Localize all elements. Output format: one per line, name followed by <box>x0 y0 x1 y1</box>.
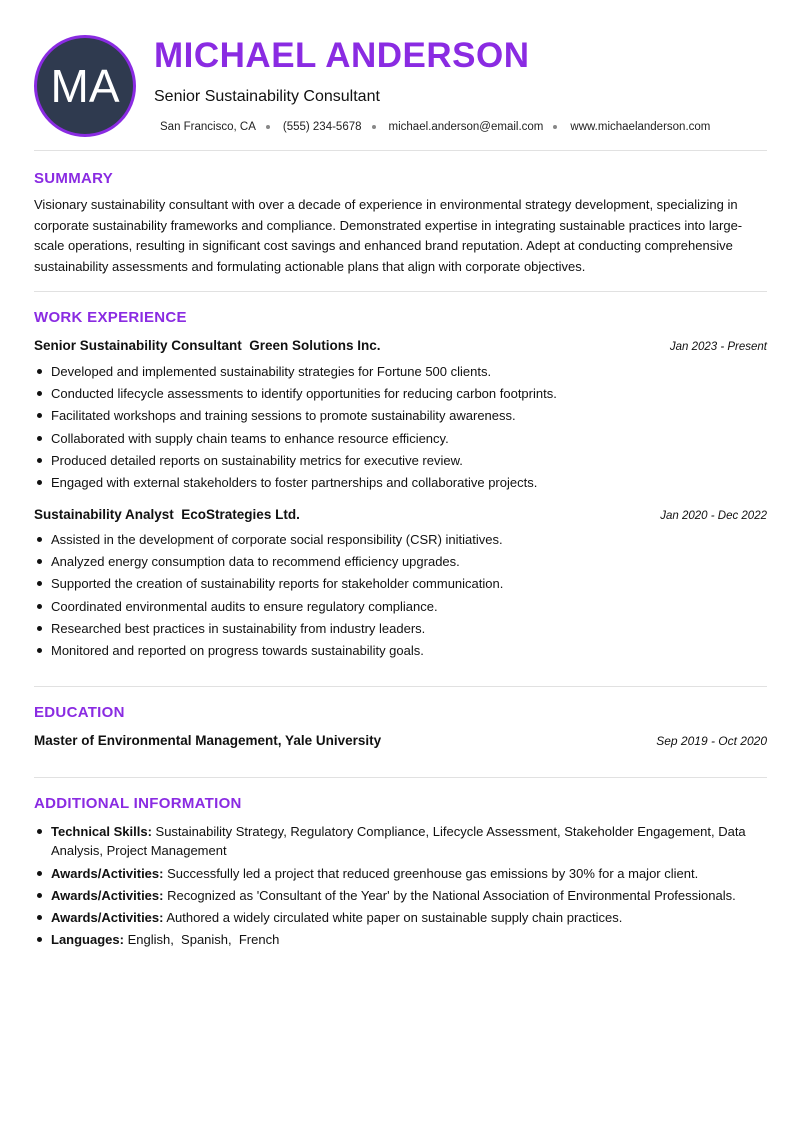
list-item: Engaged with external stakeholders to foster partnerships and collaborative projects. <box>34 473 769 495</box>
summary-heading: SUMMARY <box>34 170 114 187</box>
additional-heading: ADDITIONAL INFORMATION <box>34 795 242 812</box>
item-label: Awards/Activities: <box>51 888 164 903</box>
job-dates: Jan 2020 - Dec 2022 <box>660 510 767 522</box>
list-item <box>34 864 769 883</box>
item-text: English, Spanish, French <box>123 932 280 947</box>
education-dates: Sep 2019 - Oct 2020 <box>656 734 767 748</box>
contact-phone[interactable]: (555) 234-5678 <box>282 121 362 133</box>
contact-bar <box>160 121 710 133</box>
list-item: Researched best practices in sustainability from industry leaders. <box>34 619 769 641</box>
list-item <box>34 886 769 905</box>
item-label: Technical Skills: <box>51 824 152 839</box>
divider <box>34 150 767 151</box>
avatar <box>34 35 136 137</box>
list-item: Facilitated workshops and training sessions to promote sustainability awareness. <box>34 406 769 428</box>
divider <box>34 291 767 292</box>
education-degree: Master of Environmental Management, Yale University <box>34 733 382 748</box>
item-label: Awards/Activities: <box>51 910 164 925</box>
contact-location: San Francisco, CA <box>160 121 256 133</box>
job-header <box>34 338 767 353</box>
list-item <box>34 930 769 949</box>
list-item <box>34 822 769 860</box>
contact-website[interactable]: www.michaelanderson.com <box>570 121 711 133</box>
contact-email[interactable]: michael.anderson@email.com <box>388 121 544 133</box>
list-item: Produced detailed reports on sustainability metrics for executive review. <box>34 451 769 473</box>
list-item: Coordinated environmental audits to ensure regulatory compliance. <box>34 597 769 619</box>
list-item: Developed and implemented sustainability strategies for Fortune 500 clients. <box>34 362 769 384</box>
separator-dot <box>372 125 376 129</box>
item-label: Languages: <box>51 932 124 947</box>
additional-list <box>34 822 769 952</box>
education-entry <box>34 733 767 748</box>
list-item <box>34 908 769 927</box>
item-text: Sustainability Strategy, Regulatory Compliance, Lifecycle Assessment, Stakeholder Engagement, Data Analysis, Project Management <box>51 824 746 858</box>
separator-dot <box>553 125 557 129</box>
item-text: Successfully led a project that reduced greenhouse gas emissions by 30% for a major client. <box>163 866 699 881</box>
education-heading: EDUCATION <box>34 704 125 721</box>
summary-text: Visionary sustainability consultant with over a decade of experience in environmental strategy development, specializing in corporate sustainability frameworks and compliance. Demonstrated expertise in integrating sustainable practices into large-scale operations, resulting in significant cost savings and enhanced brand reputation. Adept at conducting comprehensive sustainability assessments and formulating actionable plans that align with corporate objectives. <box>34 197 743 274</box>
item-text: Authored a widely circulated white paper on sustainable supply chain practices. <box>163 910 623 925</box>
job-bullets <box>34 530 769 663</box>
separator-dot <box>266 125 270 129</box>
job-header <box>34 507 767 522</box>
divider <box>34 686 767 687</box>
list-item: Collaborated with supply chain teams to enhance resource efficiency. <box>34 429 769 451</box>
list-item: Supported the creation of sustainability reports for stakeholder communication. <box>34 574 769 596</box>
experience-heading: WORK EXPERIENCE <box>34 309 187 326</box>
item-text: Recognized as 'Consultant of the Year' by the National Association of Environmental Professionals. <box>163 888 736 903</box>
list-item: Assisted in the development of corporate social responsibility (CSR) initiatives. <box>34 530 769 552</box>
job-title: Sustainability Analyst EcoStrategies Ltd. <box>34 507 300 522</box>
item-label: Awards/Activities: <box>51 866 164 881</box>
candidate-name: MICHAEL ANDERSON <box>154 36 530 75</box>
job-bullets <box>34 362 769 495</box>
avatar-initials: MA <box>50 60 120 112</box>
candidate-title: Senior Sustainability Consultant <box>154 88 380 105</box>
list-item: Analyzed energy consumption data to recommend efficiency upgrades. <box>34 552 769 574</box>
job-dates: Jan 2023 - Present <box>669 341 767 353</box>
divider <box>34 777 767 778</box>
list-item: Conducted lifecycle assessments to identify opportunities for reducing carbon footprints. <box>34 384 769 406</box>
list-item: Monitored and reported on progress towards sustainability goals. <box>34 641 769 663</box>
job-title: Senior Sustainability Consultant Green Solutions Inc. <box>34 338 381 353</box>
